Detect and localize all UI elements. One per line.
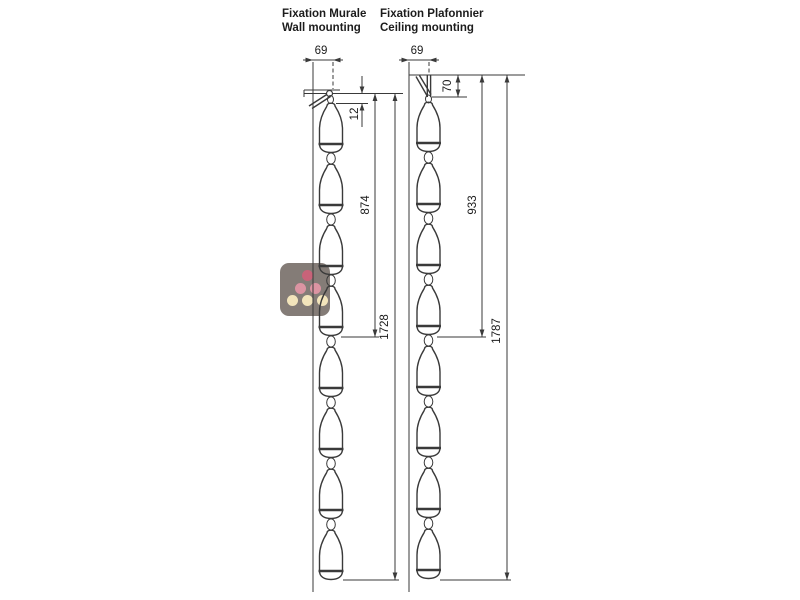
ceiling-width-dimension-label: 69 [410, 45, 424, 57]
ceiling-bracket-hook [416, 75, 432, 103]
wall-mounting-title-fr: Fixation Murale [282, 8, 367, 20]
wall-offset-dimension-label: 12 [349, 107, 361, 121]
ceiling-total-dimension-label: 1787 [491, 318, 503, 344]
ceiling-mounting-title-en: Ceiling mounting [380, 22, 474, 34]
ceiling-mounting-title-fr: Fixation Plafonnier [380, 8, 484, 20]
ceiling-mounting-title [380, 7, 484, 35]
wall-chain-links [319, 103, 344, 579]
wall-total-dimension-label: 1728 [379, 314, 391, 340]
wall-mounting-title [282, 7, 366, 35]
wall-mounting-title-en: Wall mounting [282, 22, 361, 34]
wall-width-dimension-label: 69 [314, 45, 328, 57]
ceiling-offset-dimension-label: 70 [442, 79, 454, 93]
ceiling-mid-dimension-label: 933 [467, 195, 479, 215]
ceiling-chain-links [416, 102, 441, 578]
wall-mid-dimension-label: 874 [360, 195, 372, 215]
ceiling-mounting-diagram [399, 58, 525, 592]
